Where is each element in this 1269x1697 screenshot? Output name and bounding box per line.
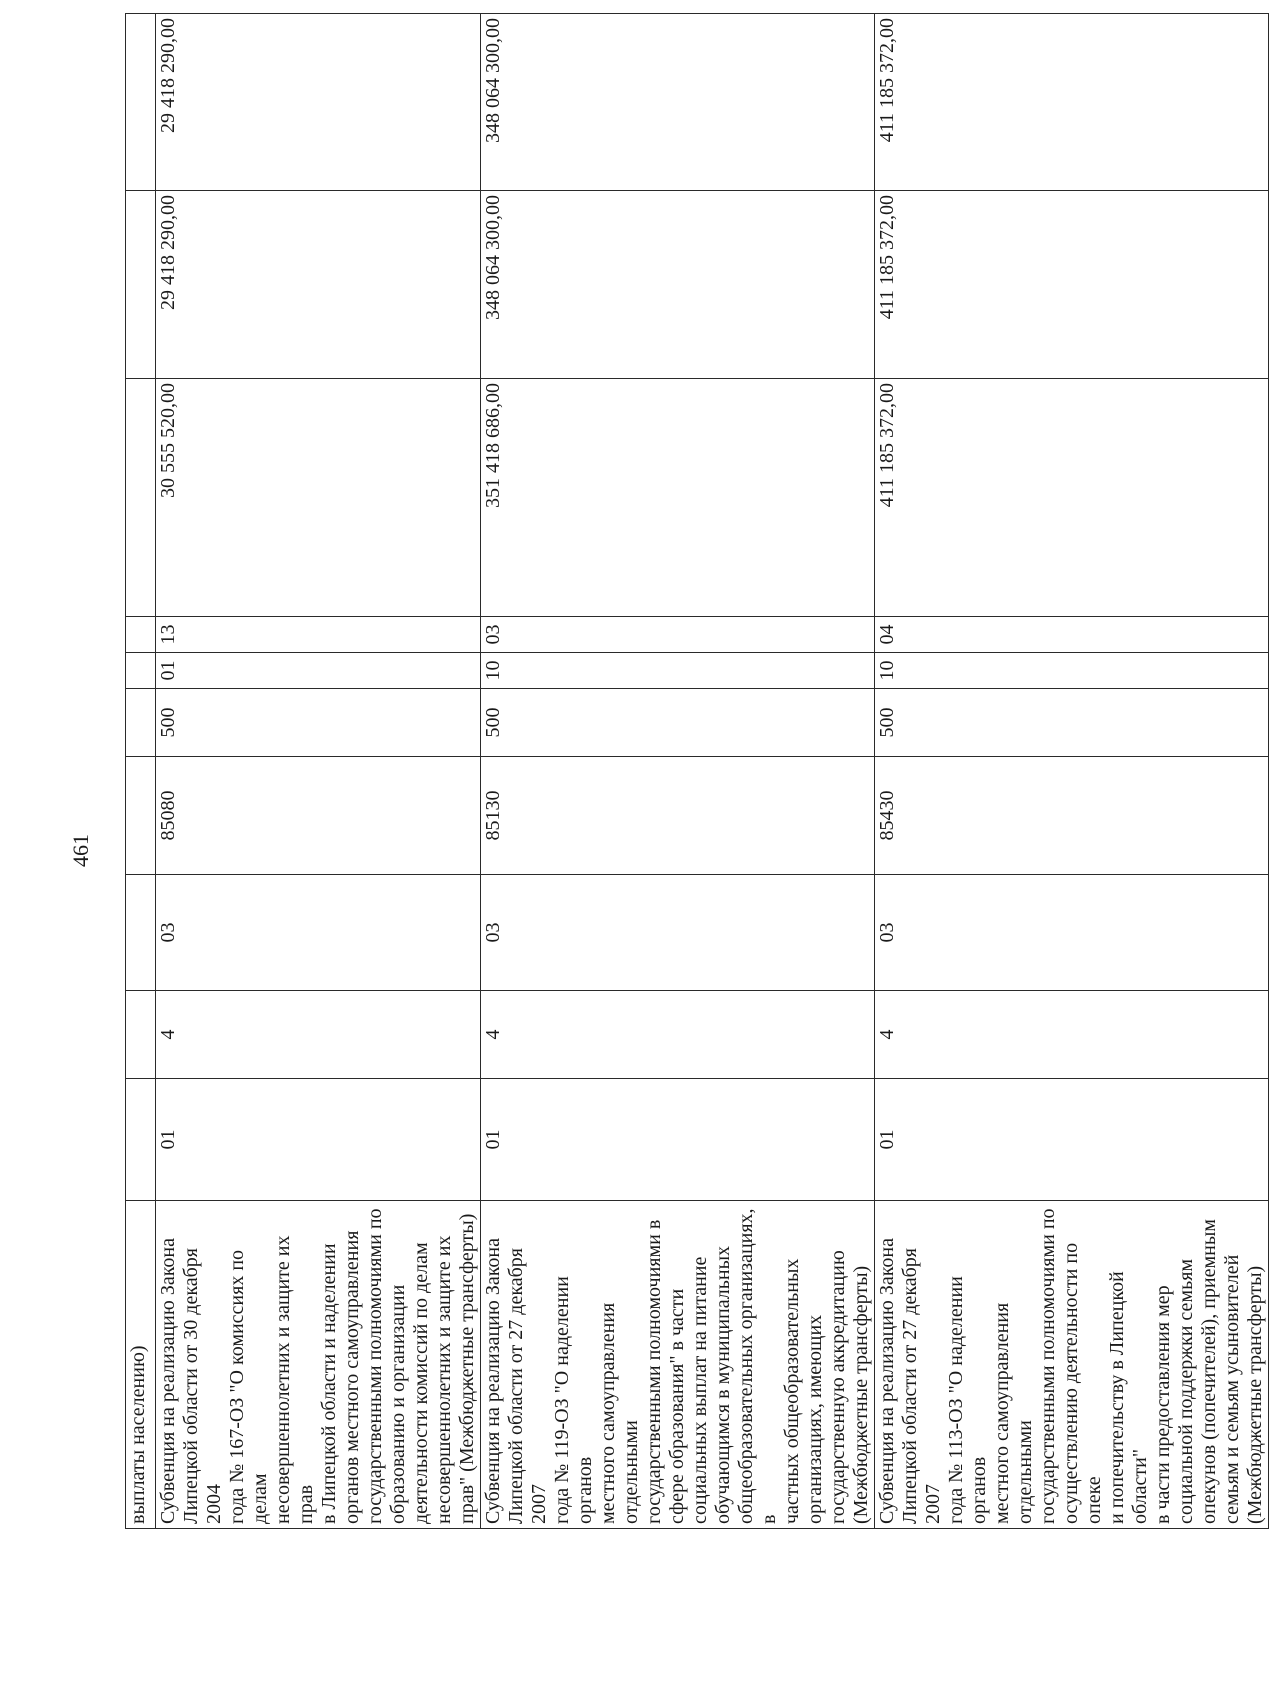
code-cell: 03 [481,617,875,653]
code-cell [126,689,156,757]
code-cell: 85430 [875,757,1269,875]
amount-cell: 411 185 372,00 [875,379,1269,617]
page-number: 461 [68,834,93,867]
code-cell: 4 [875,991,1269,1079]
row-description: Субвенция на реализацию Закона Липецкой области от 27 декабря 2007 года № 119-ОЗ "О наделении органов местного самоуправления отдельными государственными полномочиями в сфере образования" в части социальных выплат на питание обучающимся в муниципальных общеобразовательных организациях, в частных общеобразовательных организациях, имеющих государственную аккредитацию (Межбюджетные трансферты) [481,1201,875,1529]
amount-cell: 29 418 290,00 [156,191,481,379]
code-cell: 03 [875,875,1269,991]
code-cell: 01 [156,1079,481,1201]
code-cell: 10 [875,653,1269,689]
code-cell [126,991,156,1079]
code-cell [126,757,156,875]
row-description: выплаты населению) [126,1201,156,1529]
code-cell: 500 [156,689,481,757]
amount-cell [126,379,156,617]
code-cell: 85080 [156,757,481,875]
row-description: Субвенция на реализацию Закона Липецкой области от 30 декабря 2004 года № 167-ОЗ "О комиссиях по делам несовершеннолетних и защите их прав в Липецкой области и наделении органов местного самоуправления государственными полномочиями по образованию и организации деятельности комиссий по делам несовершеннолетних и защите их прав" (Межбюджетные трансферты) [156,1201,481,1529]
code-cell [126,875,156,991]
code-cell: 13 [156,617,481,653]
table-row [875,14,1269,1529]
code-cell: 4 [481,991,875,1079]
code-cell [126,1079,156,1201]
code-cell: 500 [875,689,1269,757]
amount-cell: 411 185 372,00 [875,191,1269,379]
code-cell: 03 [156,875,481,991]
code-cell [126,617,156,653]
amount-cell [126,191,156,379]
code-cell: 10 [481,653,875,689]
table-row [126,14,156,1529]
code-cell: 4 [156,991,481,1079]
amount-cell: 348 064 300,00 [481,191,875,379]
code-cell: 01 [875,1079,1269,1201]
amount-cell: 411 185 372,00 [875,14,1269,191]
amount-cell: 351 418 686,00 [481,379,875,617]
code-cell: 500 [481,689,875,757]
code-cell: 01 [481,1079,875,1201]
code-cell [126,653,156,689]
code-cell: 01 [156,653,481,689]
table-row [481,14,875,1529]
code-cell: 03 [481,875,875,991]
amount-cell: 29 418 290,00 [156,14,481,191]
code-cell: 04 [875,617,1269,653]
row-description: Субвенция на реализацию Закона Липецкой области от 27 декабря 2007 года № 113-ОЗ "О наделении органов местного самоуправления отдельными государственными полномочиями по осуществлению деятельности по опеке и попечительству в Липецкой области" в части предоставления мер социальной поддержки семьям опекунов (попечителей), приемным семьям и семьям усыновителей (Межбюджетные трансферты) [875,1201,1269,1529]
amount-cell: 348 064 300,00 [481,14,875,191]
budget-table [125,13,1269,1529]
table-row [156,14,481,1529]
code-cell: 85130 [481,757,875,875]
amount-cell [126,14,156,191]
amount-cell: 30 555 520,00 [156,379,481,617]
